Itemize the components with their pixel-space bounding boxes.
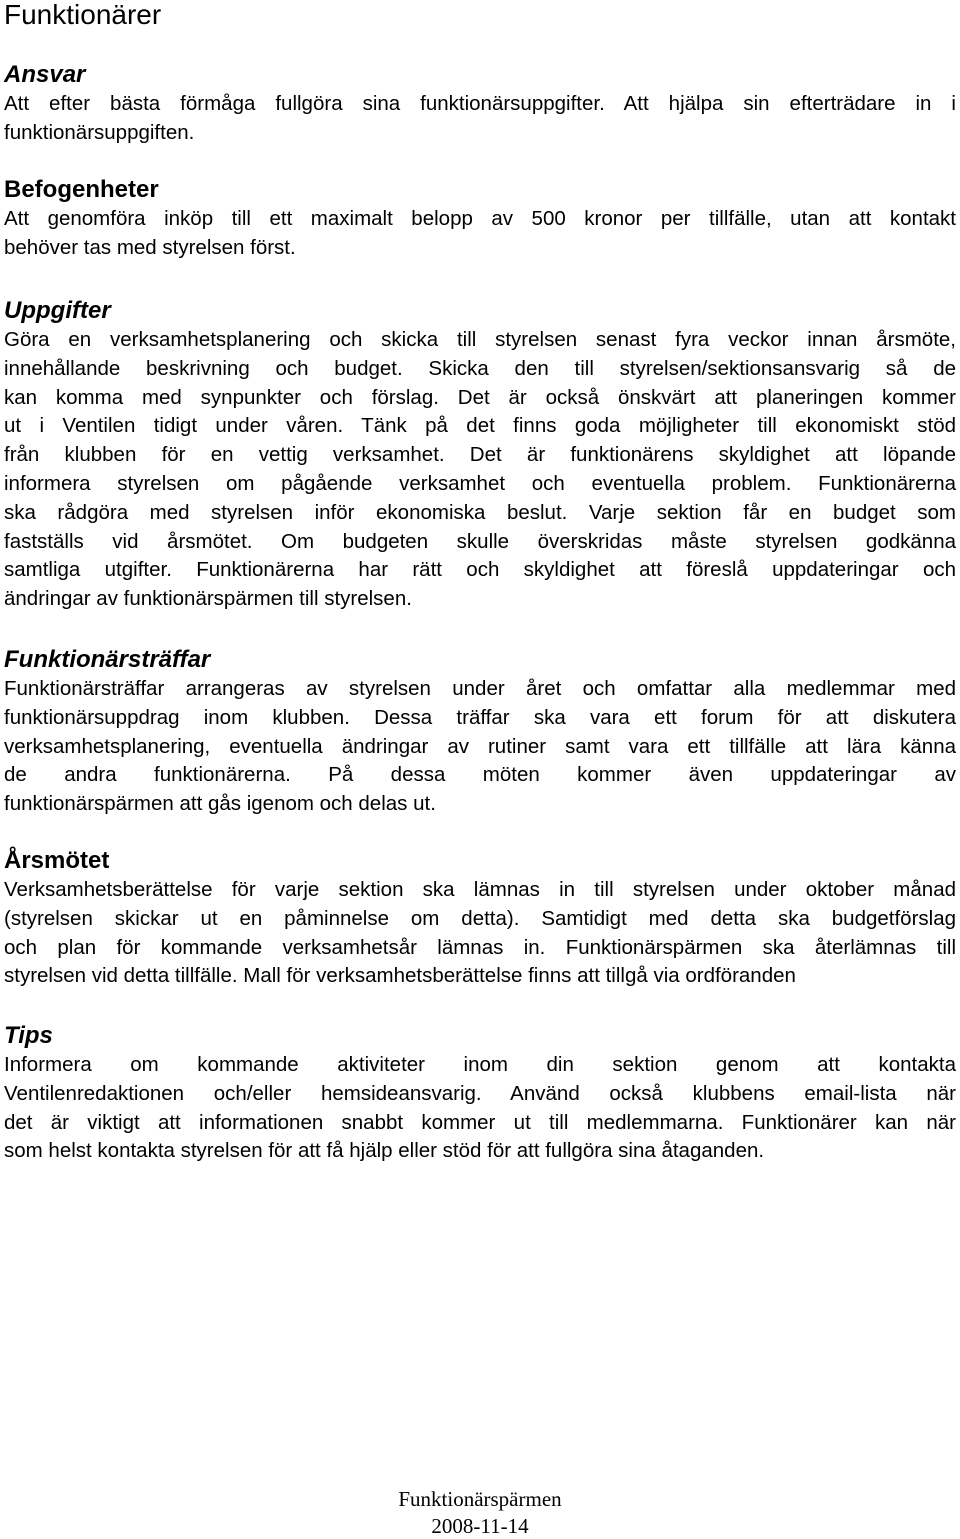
paragraph-line: funktionärsuppdrag inom klubben. Dessa träffar ska vara ett forum för att diskutera xyxy=(4,705,956,729)
section-heading-befogenheter: Befogenheter xyxy=(4,176,159,203)
paragraph-line: funktionärsuppgiften. xyxy=(4,120,195,144)
paragraph-line: Att genomföra inköp till ett maximalt belopp av 500 kronor per tillfälle, utan att kontakt xyxy=(4,207,956,230)
paragraph-line: Informera om kommande aktiviteter inom din sektion genom att kontakta xyxy=(4,1053,956,1076)
section-funktionarstraffar xyxy=(4,645,956,819)
paragraph-line: Göra en verksamhetsplanering och skicka till styrelsen senast fyra veckor innan årsmöte, xyxy=(4,328,956,351)
section-heading-tips: Tips xyxy=(4,1022,53,1049)
paragraph-line: från klubben för en vettig verksamhet. Det är funktionärens skyldighet att löpande xyxy=(4,443,956,467)
section-heading-funktionarstraffar: Funktionärsträffar xyxy=(4,646,211,673)
paragraph-line: det är viktigt att informationen snabbt kommer ut till medlemmarna. Funktionärer kan när xyxy=(4,1110,956,1134)
section-heading-arsmotet: Årsmötet xyxy=(4,847,110,874)
paragraph-line: innehållande beskrivning och budget. Skicka den till styrelsen/sektionsansvarig så de xyxy=(4,356,956,380)
section-arsmotet xyxy=(4,846,956,991)
paragraph-line: Att efter bästa förmåga fullgöra sina funktionärsuppgifter. Att hjälpa sin efterträdare in i xyxy=(4,92,956,115)
paragraph-line: fastställs vid årsmötet. Om budgeten skulle överskridas måste styrelsen godkänna xyxy=(4,529,956,553)
paragraph-line: ändringar av funktionärspärmen till styrelsen. xyxy=(4,587,412,611)
section-befogenheter xyxy=(4,175,956,263)
section-tips xyxy=(4,1021,956,1166)
paragraph-line: de andra funktionärerna. På dessa möten kommer även uppdateringar av xyxy=(4,763,956,787)
document-title: Funktionärer xyxy=(4,0,162,30)
paragraph-line: Verksamhetsberättelse för varje sektion ska lämnas in till styrelsen under oktober månad xyxy=(4,878,956,901)
section-heading-uppgifter: Uppgifter xyxy=(4,297,111,324)
section-heading-ansvar: Ansvar xyxy=(4,61,86,88)
paragraph-line: kan komma med synpunkter och förslag. Det är också önskvärt att planeringen kommer xyxy=(4,385,956,409)
paragraph-line: ska rådgöra med styrelsen inför ekonomiska beslut. Varje sektion får en budget som xyxy=(4,500,956,524)
paragraph-line: styrelsen vid detta tillfälle. Mall för verksamhetsberättelse finns att tillgå via ordföranden xyxy=(4,964,796,988)
paragraph-line: behöver tas med styrelsen först. xyxy=(4,235,296,259)
section-uppgifter xyxy=(4,296,956,614)
paragraph-line: (styrelsen skickar ut en påminnelse om detta). Samtidigt med detta ska budgetförslag xyxy=(4,906,956,930)
paragraph-line: ut i Ventilen tidigt under våren. Tänk på det finns goda möjligheter till ekonomiskt stöd xyxy=(4,414,956,438)
paragraph-line: informera styrelsen om pågående verksamhet och eventuella problem. Funktionärerna xyxy=(4,471,956,495)
section-ansvar xyxy=(4,60,956,148)
paragraph-line: funktionärspärmen att gås igenom och delas ut. xyxy=(4,792,436,816)
paragraph-line: verksamhetsplanering, eventuella ändringar av rutiner samt vara ett tillfälle att lära känna xyxy=(4,734,956,758)
paragraph-line: Funktionärsträffar arrangeras av styrelsen under året och omfattar alla medlemmar med xyxy=(4,677,956,700)
paragraph-line: som helst kontakta styrelsen för att få hjälp eller stöd för att fullgöra sina åtaganden. xyxy=(4,1139,765,1163)
paragraph-line: Ventilenredaktionen och/eller hemsideansvarig. Använd också klubbens email-lista när xyxy=(4,1081,956,1105)
paragraph-line: och plan för kommande verksamhetsår lämnas in. Funktionärspärmen ska återlämnas till xyxy=(4,935,956,959)
paragraph-line: samtliga utgifter. Funktionärerna har rätt och skyldighet att föreslå uppdateringar och xyxy=(4,558,956,582)
footer-document-name: Funktionärspärmen xyxy=(398,1487,562,1511)
footer-date: 2008-11-14 xyxy=(431,1514,529,1538)
